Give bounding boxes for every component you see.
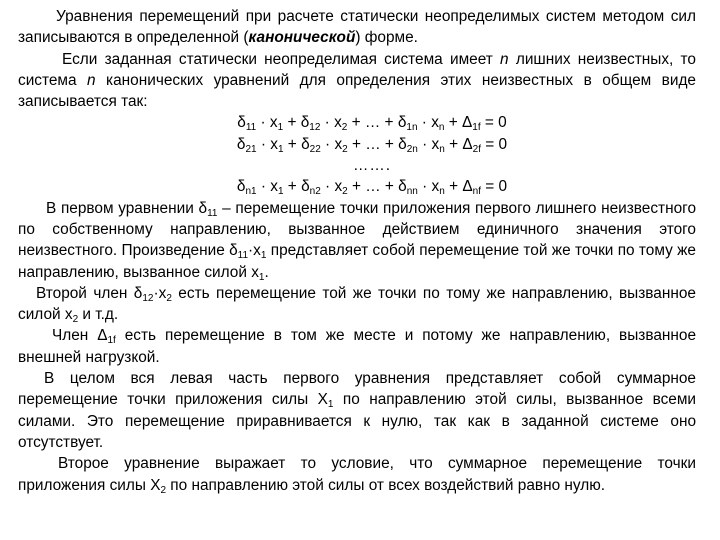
eq-sub: n <box>438 122 445 134</box>
text: В первом уравнении δ <box>46 199 208 217</box>
equation-1 <box>18 112 696 133</box>
eq-sub: 1n <box>406 122 418 134</box>
eq-sub: n1 <box>245 186 257 198</box>
eq-part: = 0 <box>480 178 508 196</box>
subscript: 1 <box>327 399 334 411</box>
eq-sub: 1 <box>277 122 284 134</box>
eq-sub: 12 <box>309 122 321 134</box>
paragraph-system-intro <box>18 49 696 113</box>
subscript: 11 <box>207 207 218 219</box>
text: ) форме. <box>355 29 418 47</box>
text: Если заданная статически неопределимая система имеет <box>62 50 501 68</box>
equation-2 <box>18 134 696 155</box>
eq-part: + Δ <box>444 135 473 153</box>
paragraph-left-side <box>18 368 696 453</box>
eq-part: + δ <box>283 135 310 153</box>
subscript: 2 <box>166 292 172 304</box>
eq-part: · x <box>256 135 278 153</box>
text: ·x <box>153 284 167 302</box>
text: лишних неизвестных, то система <box>18 50 696 89</box>
eq-sub: 2f <box>472 143 481 155</box>
text: . <box>264 263 269 281</box>
text: Уравнения перемещений при расчете статически неопределимых систем методом сил записываются в определенной ( <box>18 8 696 47</box>
eq-part: = 0 <box>480 114 507 132</box>
text: В целом вся левая часть первого уравнения представляет собой суммарное перемещение точки приложения силы X <box>18 370 696 409</box>
eq-sub: 2 <box>341 122 348 134</box>
text: – перемещение точки приложения первого лишнего неизвестного по собственному направлению, вызванное действием единичного значения этого неизвестного. Произведение δ <box>18 199 697 260</box>
text: представляет собой перемещение той же точки по тому же направлению, вызванное силой x <box>18 242 696 281</box>
eq-sub: n <box>439 143 445 155</box>
subscript: 12 <box>142 292 154 304</box>
text: Второй член δ <box>36 284 143 302</box>
paragraph-second-equation <box>18 453 696 496</box>
eq-part: + Δ <box>444 114 473 132</box>
subscript: 11 <box>237 250 249 262</box>
document-page <box>18 6 696 496</box>
eq-sub: 2n <box>406 143 418 155</box>
variable-n: n <box>500 50 509 68</box>
eq-sub: 11 <box>245 122 257 134</box>
subscript: 1 <box>260 250 267 262</box>
eq-part: · x <box>320 178 343 196</box>
eq-sub: 21 <box>245 143 257 155</box>
eq-sub: 1 <box>277 186 284 198</box>
eq-part: δ <box>236 178 246 196</box>
eq-sub: 2 <box>342 143 348 155</box>
subscript: 2 <box>160 484 167 496</box>
subscript: 2 <box>72 314 79 326</box>
equation-ellipsis: ……. <box>352 157 392 175</box>
subscript: 1f <box>107 335 116 347</box>
eq-part: δ <box>236 135 246 153</box>
text: есть перемещение той же точки по тому же направлению, вызванное силой x <box>18 284 696 324</box>
eq-sub: nn <box>406 186 418 198</box>
eq-part: · x <box>417 135 440 153</box>
text: по направлению этой силы, вызванное всеми силами. Это перемещение приравнивается к нулю, так как в заданной системе оно отсутствует. <box>18 391 697 451</box>
eq-part: · x <box>256 114 278 132</box>
eq-sub: n2 <box>309 186 321 198</box>
eq-part: δ <box>237 114 246 132</box>
eq-part: · x <box>417 114 439 132</box>
eq-part: · x <box>320 114 342 132</box>
text: Второе уравнение выражает то условие, что суммарное перемещение точки приложения силы X <box>18 455 696 494</box>
equation-n <box>18 176 696 197</box>
text: канонических уравнений для определения этих неизвестных в общем виде записывается так: <box>18 71 696 111</box>
eq-part: + … + δ <box>347 178 407 196</box>
eq-part: + … + δ <box>347 114 407 132</box>
eq-part: · x <box>320 135 343 153</box>
eq-part: = 0 <box>480 135 508 153</box>
text: Член Δ <box>52 327 108 345</box>
eq-part: + Δ <box>444 178 473 196</box>
paragraph-first-equation <box>18 198 696 283</box>
variable-n: n <box>87 71 96 89</box>
text: ·x <box>248 242 261 260</box>
eq-sub: 22 <box>309 143 321 155</box>
paragraph-load-term <box>18 325 696 368</box>
eq-part: · x <box>417 178 440 196</box>
eq-sub: 1 <box>277 143 284 155</box>
emphasis-canonical: канонической <box>248 29 356 47</box>
text: и т.д. <box>78 306 119 324</box>
eq-part: + … + δ <box>347 135 407 153</box>
eq-sub: 2 <box>342 186 348 198</box>
eq-part: · x <box>256 178 278 196</box>
eq-part: + δ <box>283 114 310 132</box>
eq-sub: n <box>439 186 445 198</box>
subscript: 1 <box>258 271 265 283</box>
paragraph-canonical-form <box>18 6 696 49</box>
eq-sub: nf <box>472 186 481 198</box>
eq-sub: 1f <box>472 122 481 134</box>
eq-part: + δ <box>283 178 310 196</box>
text: есть перемещение в том же месте и потому же направлению, вызванное внешней нагрузкой. <box>18 327 696 366</box>
paragraph-second-term <box>18 283 696 326</box>
text: по направлению этой силы от всех воздействий равно нулю. <box>166 476 606 494</box>
